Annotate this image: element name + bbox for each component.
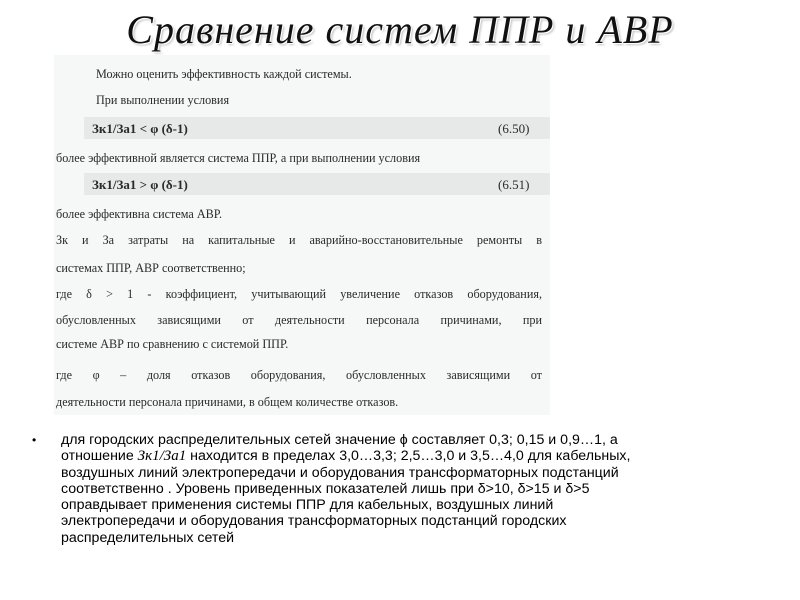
equation-number-1: (6.50): [498, 121, 530, 136]
bullet-text: [61, 432, 777, 546]
scan-line-8: обусловленных зависящими от деятельности персонала причинами, при: [56, 313, 542, 327]
scan-line-9: системе АВР по сравнению с системой ППР.: [56, 337, 289, 351]
scan-line-4: более эффективна система АВР.: [56, 207, 223, 221]
slide-title: Сравнение систем ППР и АВР: [126, 7, 674, 52]
formula-2: Зк1/За1 > φ (δ-1): [92, 177, 188, 192]
bullet-line-6: электропередачи и оборудования трансформаторных подстанций городских: [61, 513, 567, 530]
bullet-line-2-start: отношение: [61, 448, 138, 465]
scan-line-11: деятельности персонала причинами, в общем количестве отказов.: [56, 395, 399, 409]
scan-line-2: При выполнении условия: [96, 93, 230, 107]
scanned-excerpt: [54, 55, 550, 415]
scan-line-6: системах ППР, АВР соответственно;: [56, 261, 246, 275]
bullet-line-3: воздушных линий электропередачи и оборудования трансформаторных подстанций: [61, 464, 619, 481]
scan-line-10: где φ – доля отказов оборудования, обусловленных зависящими от: [56, 368, 542, 382]
scan-line-3: более эффективной является система ППР, а при выполнении условия: [56, 151, 421, 165]
inline-formula: Зк1/За1: [137, 448, 187, 465]
equation-number-2: (6.51): [498, 177, 530, 192]
scan-line-1: Можно оценить эффективность каждой системы.: [96, 67, 352, 81]
bullet-line-2: [61, 448, 777, 464]
bullet-line-2-end: находится в пределах 3,0…3,3; 2,5…3,0 и 3,5…4,0 для кабельных,: [186, 448, 631, 465]
formula-1: Зк1/За1 < φ (δ-1): [92, 121, 188, 136]
bullet-line-5: оправдывает применения системы ППР для кабельных, воздушных линий: [61, 497, 554, 514]
scan-line-7: где δ > 1 - коэффициент, учитывающий увеличение отказов оборудования,: [56, 287, 542, 301]
bullet-line-7: распределительных сетей: [61, 529, 235, 546]
scan-line-5: Зк и За затраты на капитальные и аварийно-восстановительные ремонты в: [56, 233, 542, 247]
bullet-marker: •: [32, 433, 37, 447]
bullet-line-4: соответственно . Уровень приведенных показателей лишь при δ>10, δ>15 и δ>5: [61, 480, 590, 497]
bullet-line-1: для городских распределительных сетей значение ϕ составляет 0,3; 0,15 и 0,9…1, а: [61, 432, 618, 448]
